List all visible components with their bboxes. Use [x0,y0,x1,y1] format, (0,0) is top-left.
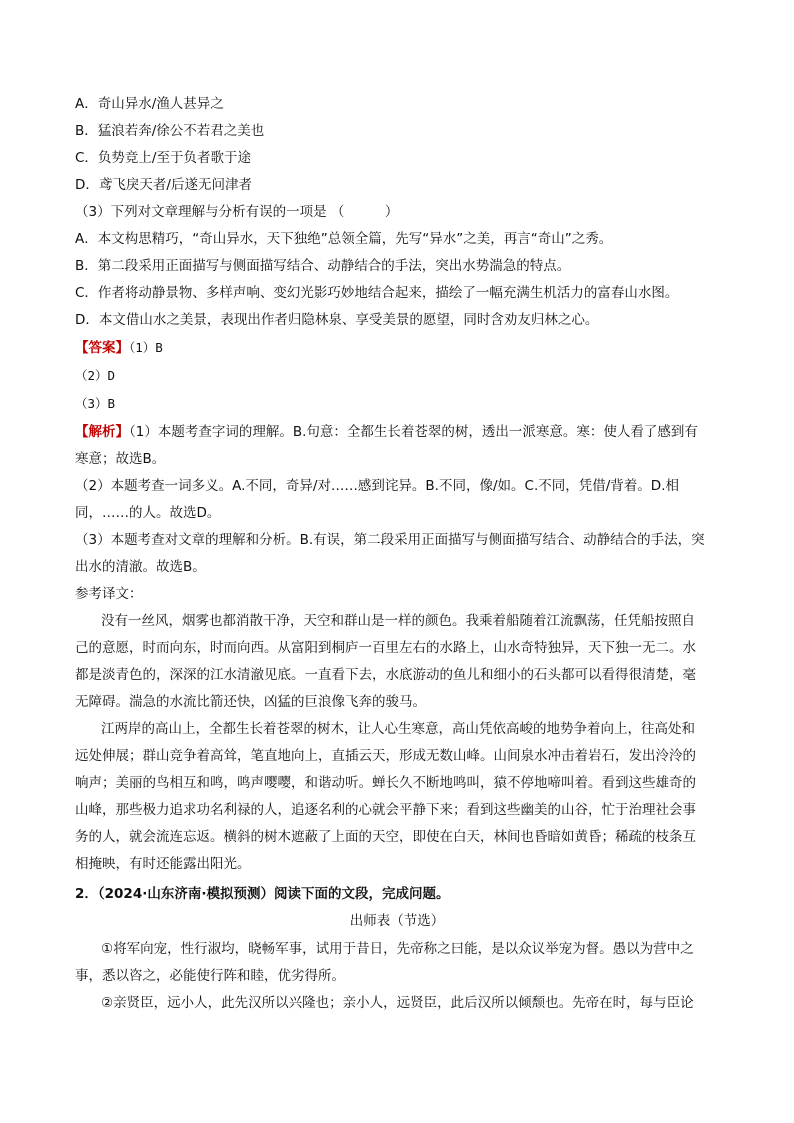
translation-p1-line: 没有一丝风，烟雾也都消散干净，天空和群山是一样的颜色。我乘着船随着江流飘荡，任凭船按照自 [101,613,695,629]
analysis-1-cont: 寒意；故选B。 [75,451,166,467]
analysis-2-line-1: （2）本题考查一词多义。A.不同，奇异/对……感到诧异。B.不同，像/如。C.不同，凭借/背着。D.相 [75,478,679,494]
passage-p1-line-1: ①将军向宠，性行淑均，晓畅军事，试用于昔日，先帝称之曰能，是以众议举宠为督。愚以为营中之 [101,941,694,957]
passage-title: 出师表（节选） [349,913,445,929]
answer-3: （3）B [75,396,116,411]
translation-p1-line: 都是淡青色的，深深的江水清澈见底。一直看下去，水底游动的鱼儿和细小的石头都可以看得很清楚，毫 [75,667,696,683]
answer-2: （2）D [75,368,116,383]
translation-p2-line: 响声；美丽的鸟相互和鸣，鸣声嘤嘤，和谐动听。蝉长久不断地鸣叫，猿不停地啼叫着。看到这些雄奇的 [75,775,696,791]
answer-tag: 【答案】 [75,340,129,356]
option-a: A．奇山异水/渔人甚异之 [75,96,224,112]
translation-title: 参考译文： [75,586,143,602]
analysis-2-line-2: 同，……的人。故选D。 [75,505,221,521]
passage-p2-line-1: ②亲贤臣，远小人，此先汉所以兴隆也；亲小人，远贤臣，此后汉所以倾颓也。先帝在时，每与臣论 [101,995,694,1011]
question-3-option-c: C．作者将动静景物、多样声响、变幻光影巧妙地结合起来，描绘了一幅充满生机活力的富春山水图。 [75,285,679,301]
translation-p2-line: 相掩映，有时还能露出阳光。 [75,856,251,872]
analysis-tag: 【解析】 [75,424,129,440]
question-2-heading: 2．（2024·山东济南·模拟预测）阅读下面的文段，完成问题。 [75,886,450,902]
option-b: B．猛浪若奔/徐公不若君之美也 [75,123,265,139]
translation-p2-line: 务的人，就会流连忘返。横斜的树木遮蔽了上面的天空，即使在白天，林间也昏暗如黄昏；稀疏的枝条互 [75,829,696,845]
question-3-option-a: A．本文构思精巧，“奇山异水，天下独绝”总领全篇，先写“异水”之美，再言“奇山”之秀。 [75,231,613,247]
option-c: C．负势竞上/至于负者歌于途 [75,150,251,166]
translation-p1-line: 无障碍。湍急的水流比箭还快，凶猛的巨浪像飞奔的骏马。 [75,694,426,710]
answer-1: （1）B [129,340,163,355]
analysis-1-text: （1）本题考查字词的理解。B.句意：全都生长着苍翠的树，透出一派寒意。寒：使人看了感到有 [129,424,698,440]
translation-p2-line: 山峰，那些极力追求功名利禄的人，追逐名利的心就会平静下来；看到这些幽美的山谷，忙于治理社会事 [75,802,696,818]
analysis-3-line-1: （3）本题考查对文章的理解和分析。B.有误，第二段采用正面描写与侧面描写结合、动静结合的手法，突 [75,532,705,548]
answer-line-1 [75,338,163,358]
translation-p1-line: 己的意愿，时而向东，时而向西。从富阳到桐庐一百里左右的水路上，山水奇特独异，天下独一无二。水 [75,640,696,656]
translation-p2-line: 江两岸的高山上，全都生长着苍翠的树木，让人心生寒意，高山凭依高峻的地势争着向上，往高处和 [101,721,695,737]
translation-p2-line: 远处伸展；群山竞争着高耸，笔直地向上，直插云天，形成无数山峰。山间泉水冲击着岩石，发出泠泠的 [75,748,696,764]
analysis-3-line-2: 出水的清澈。故选B。 [75,559,206,575]
passage-p1-line-2: 事，悉以咨之，必能使行阵和睦，优劣得所。 [75,968,345,984]
question-3-option-b: B．第二段采用正面描写与侧面描写结合、动静结合的手法，突出水势湍急的特点。 [75,258,571,274]
question-3-option-d: D．本文借山水之美景，表现出作者归隐林泉、享受美景的愿望，同时含劝友归林之心。 [75,312,599,328]
question-3-stem: （3）下列对文章理解与分析有误的一项是 （ ） [75,204,399,220]
option-d: D．鸢飞戾天者/后遂无问津者 [75,177,252,193]
analysis-line-1 [75,422,698,442]
